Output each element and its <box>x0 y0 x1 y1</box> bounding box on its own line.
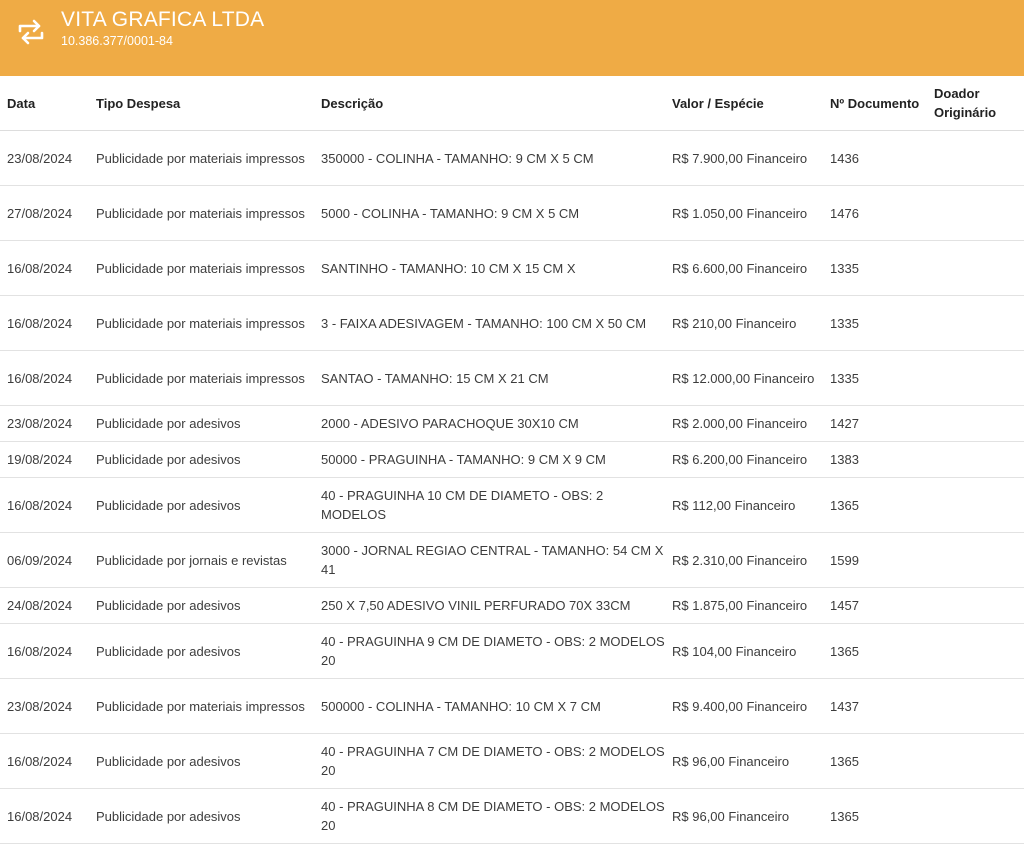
cell-data: 16/08/2024 <box>0 478 89 533</box>
table-row <box>0 351 1024 406</box>
cell-doador-originario <box>927 406 1024 442</box>
cell-tipo-despesa: Publicidade por materiais impressos <box>89 351 314 406</box>
cell-tipo-despesa: Publicidade por materiais impressos <box>89 241 314 296</box>
cell-descricao: SANTAO - TAMANHO: 15 CM X 21 CM <box>314 351 665 406</box>
cell-descricao: 5000 - COLINHA - TAMANHO: 9 CM X 5 CM <box>314 186 665 241</box>
table-row <box>0 478 1024 533</box>
table-row <box>0 186 1024 241</box>
cell-data: 23/08/2024 <box>0 679 89 734</box>
cell-doador-originario <box>927 588 1024 624</box>
supplier-header <box>0 0 1024 76</box>
cell-valor-especie: R$ 6.600,00 Financeiro <box>665 241 823 296</box>
supplier-name: VITA GRAFICA LTDA <box>61 8 265 31</box>
cell-numero-documento: 1365 <box>823 734 927 789</box>
table-row <box>0 442 1024 478</box>
cell-numero-documento: 1365 <box>823 789 927 844</box>
cell-doador-originario <box>927 442 1024 478</box>
cell-descricao: 40 - PRAGUINHA 10 CM DE DIAMETO - OBS: 2 MODELOS <box>314 478 665 533</box>
supplier-cnpj: 10.386.377/0001-84 <box>61 34 173 48</box>
cell-numero-documento: 1335 <box>823 296 927 351</box>
table-row <box>0 624 1024 679</box>
cell-descricao: 2000 - ADESIVO PARACHOQUE 30X10 CM <box>314 406 665 442</box>
table-row <box>0 406 1024 442</box>
cell-descricao: 350000 - COLINHA - TAMANHO: 9 CM X 5 CM <box>314 131 665 186</box>
column-header-doador-originario: Doador Originário <box>927 76 1024 131</box>
cell-tipo-despesa: Publicidade por adesivos <box>89 478 314 533</box>
cell-tipo-despesa: Publicidade por adesivos <box>89 624 314 679</box>
cell-numero-documento: 1476 <box>823 186 927 241</box>
cell-tipo-despesa: Publicidade por adesivos <box>89 442 314 478</box>
column-header-numero-documento: Nº Documento <box>823 76 927 131</box>
cell-descricao: 3 - FAIXA ADESIVAGEM - TAMANHO: 100 CM X 50 CM <box>314 296 665 351</box>
cell-numero-documento: 1383 <box>823 442 927 478</box>
cell-descricao: 3000 - JORNAL REGIAO CENTRAL - TAMANHO: 54 CM X 41 <box>314 533 665 588</box>
cell-tipo-despesa: Publicidade por materiais impressos <box>89 679 314 734</box>
cell-numero-documento: 1427 <box>823 406 927 442</box>
cell-numero-documento: 1335 <box>823 241 927 296</box>
cell-numero-documento: 1335 <box>823 351 927 406</box>
cell-data: 16/08/2024 <box>0 734 89 789</box>
cell-doador-originario <box>927 533 1024 588</box>
cell-doador-originario <box>927 624 1024 679</box>
column-header-tipo-despesa: Tipo Despesa <box>89 76 314 131</box>
cell-data: 16/08/2024 <box>0 241 89 296</box>
cell-data: 27/08/2024 <box>0 186 89 241</box>
cell-doador-originario <box>927 131 1024 186</box>
cell-tipo-despesa: Publicidade por materiais impressos <box>89 131 314 186</box>
cell-numero-documento: 1599 <box>823 533 927 588</box>
column-header-valor-especie: Valor / Espécie <box>665 76 823 131</box>
cell-valor-especie: R$ 96,00 Financeiro <box>665 734 823 789</box>
table-row <box>0 131 1024 186</box>
cell-descricao: 500000 - COLINHA - TAMANHO: 10 CM X 7 CM <box>314 679 665 734</box>
cell-tipo-despesa: Publicidade por materiais impressos <box>89 186 314 241</box>
cell-valor-especie: R$ 6.200,00 Financeiro <box>665 442 823 478</box>
cell-valor-especie: R$ 12.000,00 Financeiro <box>665 351 823 406</box>
table-row <box>0 588 1024 624</box>
cell-numero-documento: 1436 <box>823 131 927 186</box>
cell-tipo-despesa: Publicidade por adesivos <box>89 406 314 442</box>
cell-doador-originario <box>927 478 1024 533</box>
repeat-icon <box>14 15 48 49</box>
cell-valor-especie: R$ 2.310,00 Financeiro <box>665 533 823 588</box>
cell-data: 16/08/2024 <box>0 789 89 844</box>
table-row <box>0 533 1024 588</box>
cell-data: 19/08/2024 <box>0 442 89 478</box>
cell-doador-originario <box>927 186 1024 241</box>
cell-data: 06/09/2024 <box>0 533 89 588</box>
cell-descricao: 50000 - PRAGUINHA - TAMANHO: 9 CM X 9 CM <box>314 442 665 478</box>
column-header-data: Data <box>0 76 89 131</box>
cell-descricao: 40 - PRAGUINHA 9 CM DE DIAMETO - OBS: 2 MODELOS 20 <box>314 624 665 679</box>
cell-tipo-despesa: Publicidade por adesivos <box>89 588 314 624</box>
cell-tipo-despesa: Publicidade por adesivos <box>89 789 314 844</box>
cell-numero-documento: 1457 <box>823 588 927 624</box>
cell-data: 23/08/2024 <box>0 406 89 442</box>
table-row <box>0 679 1024 734</box>
cell-valor-especie: R$ 1.050,00 Financeiro <box>665 186 823 241</box>
cell-data: 16/08/2024 <box>0 296 89 351</box>
expenses-table <box>0 76 1024 844</box>
cell-valor-especie: R$ 9.400,00 Financeiro <box>665 679 823 734</box>
cell-numero-documento: 1365 <box>823 478 927 533</box>
cell-descricao: SANTINHO - TAMANHO: 10 CM X 15 CM X <box>314 241 665 296</box>
column-header-descricao: Descrição <box>314 76 665 131</box>
cell-doador-originario <box>927 296 1024 351</box>
cell-valor-especie: R$ 1.875,00 Financeiro <box>665 588 823 624</box>
cell-doador-originario <box>927 351 1024 406</box>
cell-data: 23/08/2024 <box>0 131 89 186</box>
cell-data: 16/08/2024 <box>0 351 89 406</box>
table-row <box>0 241 1024 296</box>
table-row <box>0 734 1024 789</box>
cell-valor-especie: R$ 104,00 Financeiro <box>665 624 823 679</box>
cell-valor-especie: R$ 210,00 Financeiro <box>665 296 823 351</box>
cell-doador-originario <box>927 734 1024 789</box>
cell-descricao: 250 X 7,50 ADESIVO VINIL PERFURADO 70X 33CM <box>314 588 665 624</box>
cell-data: 24/08/2024 <box>0 588 89 624</box>
cell-tipo-despesa: Publicidade por jornais e revistas <box>89 533 314 588</box>
table-header-row <box>0 76 1024 131</box>
table-row <box>0 296 1024 351</box>
cell-valor-especie: R$ 96,00 Financeiro <box>665 789 823 844</box>
cell-valor-especie: R$ 7.900,00 Financeiro <box>665 131 823 186</box>
cell-valor-especie: R$ 112,00 Financeiro <box>665 478 823 533</box>
cell-numero-documento: 1437 <box>823 679 927 734</box>
cell-valor-especie: R$ 2.000,00 Financeiro <box>665 406 823 442</box>
cell-doador-originario <box>927 241 1024 296</box>
cell-tipo-despesa: Publicidade por adesivos <box>89 734 314 789</box>
cell-descricao: 40 - PRAGUINHA 7 CM DE DIAMETO - OBS: 2 MODELOS 20 <box>314 734 665 789</box>
table-row <box>0 789 1024 844</box>
cell-doador-originario <box>927 789 1024 844</box>
cell-doador-originario <box>927 679 1024 734</box>
cell-data: 16/08/2024 <box>0 624 89 679</box>
cell-descricao: 40 - PRAGUINHA 8 CM DE DIAMETO - OBS: 2 MODELOS 20 <box>314 789 665 844</box>
cell-numero-documento: 1365 <box>823 624 927 679</box>
cell-tipo-despesa: Publicidade por materiais impressos <box>89 296 314 351</box>
